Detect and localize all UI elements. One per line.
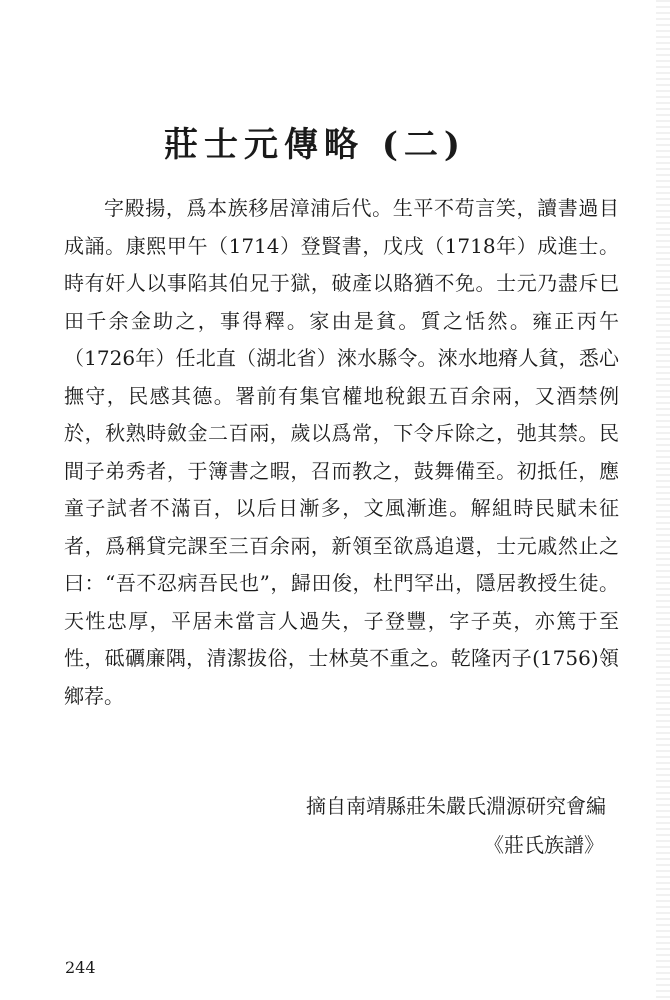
source-attribution: 摘自南靖縣莊朱嚴氏淵源研究會編 <box>306 794 606 818</box>
page-title: 莊士元傳略 (二) <box>163 124 466 165</box>
page-number: 244 <box>65 958 96 977</box>
body-paragraph: 字殿揚，爲本族移居漳浦后代。生平不苟言笑，讀書過目成誦。康熙甲午（1714）登賢書，戊戌（1718年）成進士。時有奸人以事陷其伯兄于獄，破產以賂猶不免。士元乃盡斥巳田千余金助之，事得釋。家由是貧。質之恬然。雍正丙午（1726年）任北直（湖北省）淶水縣令。淶水地瘠人貧，悉心撫守，民感其德。署前有集官權地稅銀五百余兩，又酒禁例於，秋熟時斂金二百兩，歲以爲常，下令斥除之，弛其禁。民間子弟秀者，于簿書之暇，召而教之，鼓舞備至。初抵任，應童子試者不滿百，以后日漸多，文風漸進。解組時民賦未征者，爲稱貸完課至三百余兩，新領至欲爲追還，士元戚然止之曰：“吾不忍病吾民也”，歸田俊，杜門罕出，隱居教授生徒。天性忠厚，平居未當言人過失，子登豐，字子英，亦篤于至性，砥礪廉隅，清潔拔俗，士林莫不重之。乾隆丙子(1756)領鄉荐。 <box>64 196 619 708</box>
source-book-title: 《莊氏族譜》 <box>484 833 604 857</box>
scan-edge-noise <box>656 0 670 1000</box>
